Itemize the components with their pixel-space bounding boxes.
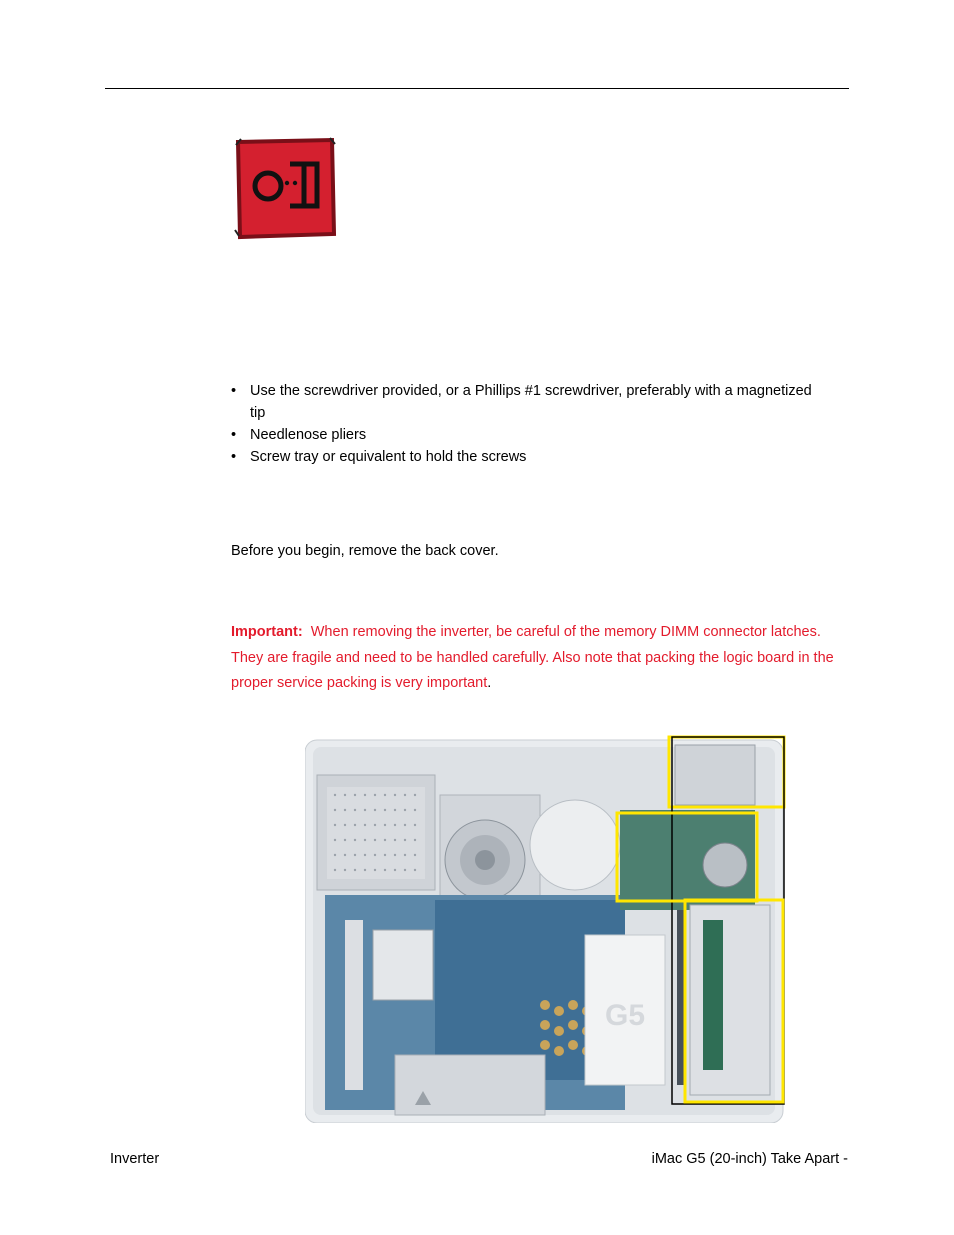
tool-list-item: • Needlenose pliers <box>231 424 831 446</box>
imac-interior-photo <box>305 735 788 1123</box>
screwdriver-tool-icon <box>232 136 338 240</box>
tool-list <box>231 380 831 468</box>
preliminary-step-text: Before you begin, remove the back cover. <box>231 543 499 559</box>
footer-manual-title: iMac G5 (20-inch) Take Apart - <box>651 1151 848 1167</box>
g5-badge: G5 <box>605 999 646 1032</box>
header-rule <box>105 88 849 89</box>
important-label: Important: <box>231 624 303 640</box>
important-note <box>231 620 851 697</box>
footer-section-title: Inverter <box>110 1151 160 1167</box>
important-period: . <box>487 675 492 691</box>
important-text: When removing the inverter, be careful of the memory DIMM connector latches. They are fragile and need to be handled carefully. Also note that packing the logic board in the proper service packing is very important <box>231 624 834 691</box>
tool-list-item: • Screw tray or equivalent to hold the screws <box>231 446 831 468</box>
tool-list-item: • Use the screwdriver provided, or a Phillips #1 screwdriver, preferably with a magnetized tip <box>231 380 831 424</box>
